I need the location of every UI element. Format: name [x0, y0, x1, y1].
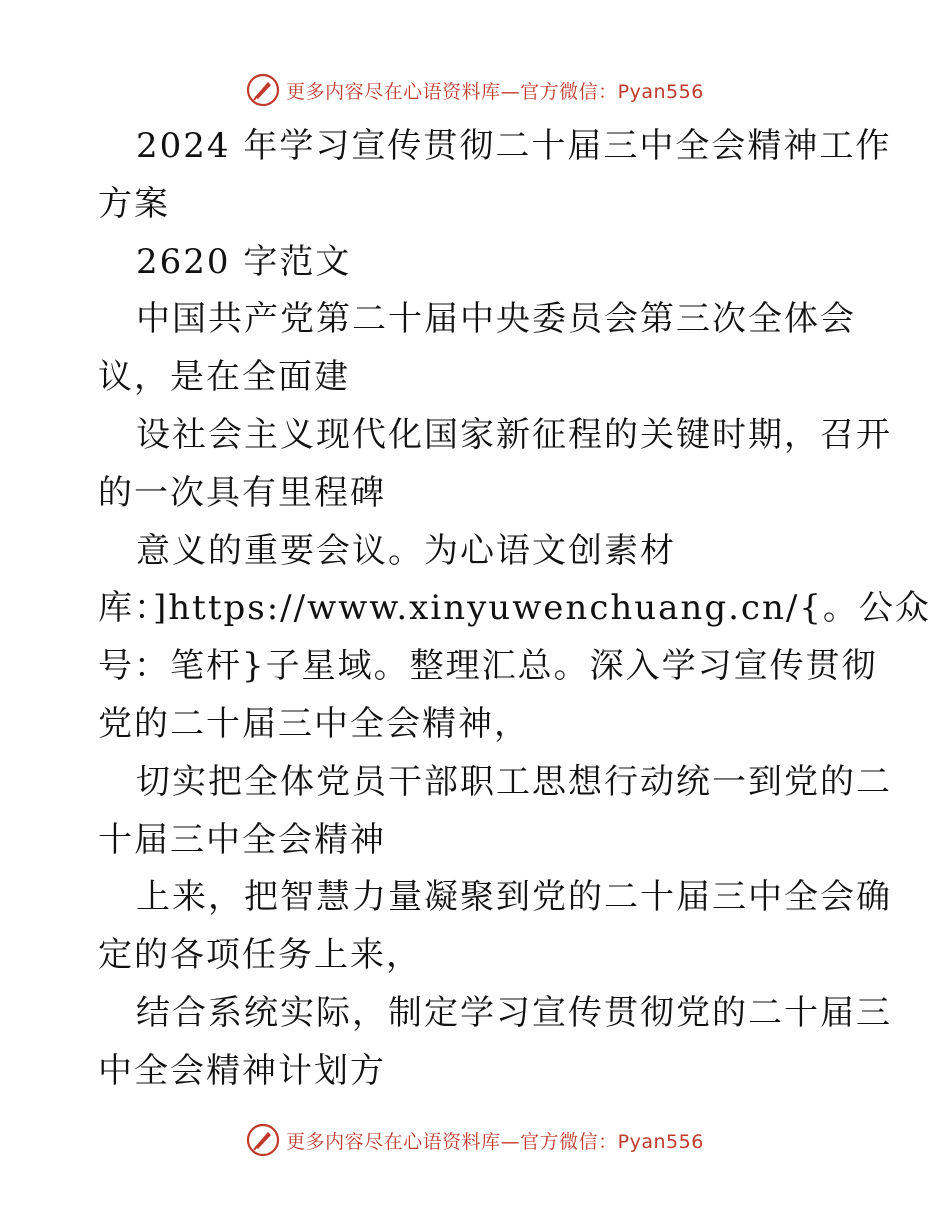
document-body	[98, 118, 931, 1101]
footer-watermark-inner	[246, 1123, 704, 1157]
quill-logo-icon	[246, 1123, 280, 1157]
text-line: 意义的重要会议。为心语文创素材	[136, 530, 676, 571]
text-line: 上来，把智慧力量凝聚到党的二十届三中全会确	[136, 877, 892, 918]
text-line: 设社会主义现代化国家新征程的关键时期，召开	[136, 414, 892, 455]
text-line: 中全会精神计划方	[98, 1050, 386, 1091]
text-line: 中国共产党第二十届中央委员会第三次全体会	[136, 299, 856, 340]
text-line: 结合系统实际，制定学习宣传贯彻党的二十届三	[136, 992, 892, 1033]
text-line: 方案	[98, 183, 170, 224]
text-line: 切实把全体党员干部职工思想行动统一到党的二	[136, 761, 892, 802]
quill-logo-icon	[246, 73, 280, 107]
header-watermark-text: 更多内容尽在心语资料库—官方微信：Pyan556	[286, 80, 704, 103]
header-watermark	[0, 70, 950, 110]
text-line: 议，是在全面建	[98, 357, 350, 398]
text-line: 的一次具有里程碑	[98, 472, 386, 513]
text-line: 2620 字范文	[136, 241, 352, 282]
text-line: 号：笔杆}子星域。整理汇总。深入学习宣传贯彻	[98, 646, 878, 687]
text-line: 2024 年学习宣传贯彻二十届三中全会精神工作	[136, 126, 892, 166]
footer-watermark	[0, 1120, 950, 1160]
footer-watermark-text: 更多内容尽在心语资料库—官方微信：Pyan556	[286, 1130, 704, 1153]
text-line: 党的二十届三中全会精神，	[98, 703, 530, 744]
text-line: 定的各项任务上来，	[98, 935, 422, 976]
header-watermark-inner	[246, 73, 704, 107]
text-line: 库：]https://www.xinyuwenchuang.cn/{。公众	[98, 588, 931, 629]
text-line: 十届三中全会精神	[98, 819, 386, 860]
